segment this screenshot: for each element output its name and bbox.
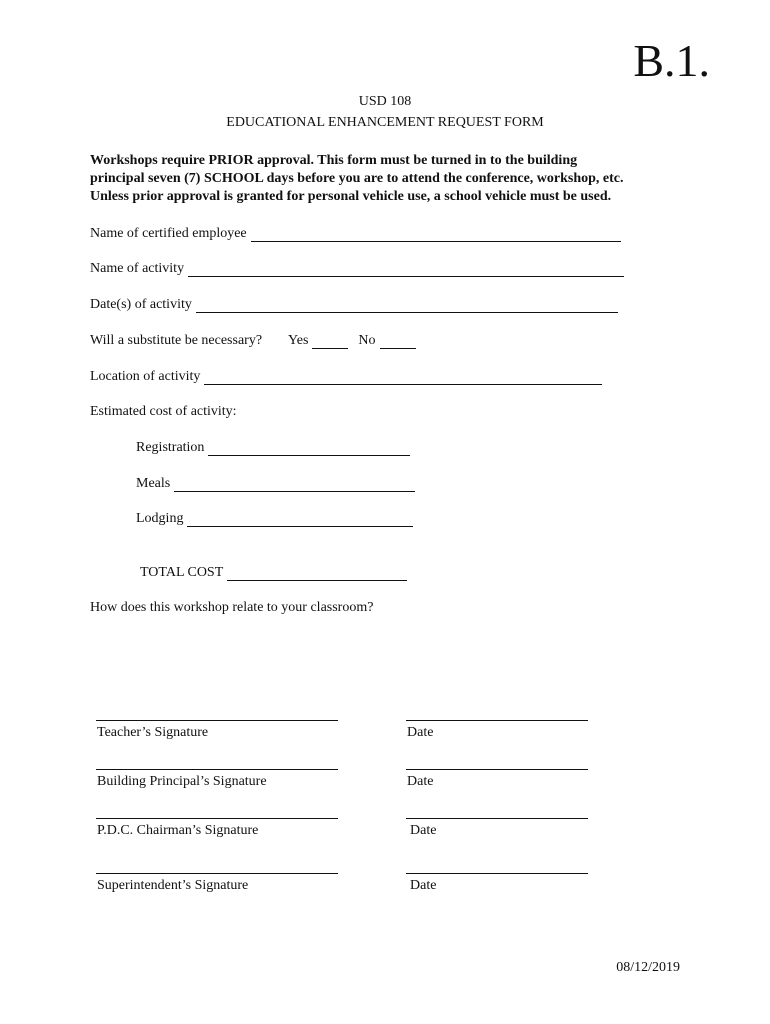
section-code: B.1. [633,35,710,86]
principal-signature-line[interactable] [96,769,338,770]
cost-heading: Estimated cost of activity: [90,404,237,419]
total-row [140,565,407,581]
lodging-field[interactable] [187,513,413,527]
meals-row [136,476,415,492]
yes-field[interactable] [312,335,348,349]
pdc-signature-label: P.D.C. Chairman’s Signature [97,823,259,838]
notice-line-3: Unless prior approval is granted for personal vehicle use, a school vehicle must be used. [90,189,612,204]
teacher-signature-label: Teacher’s Signature [97,725,209,740]
relate-answer-area[interactable] [90,622,690,702]
meals-field[interactable] [174,478,415,492]
revision-date: 08/12/2019 [616,960,680,975]
activity-label: Name of activity [90,261,185,276]
principal-signature-label: Building Principal’s Signature [97,774,267,789]
location-label: Location of activity [90,369,201,384]
yes-label: Yes [288,333,309,348]
superintendent-signature-label: Superintendent’s Signature [97,878,249,893]
relate-question: How does this workshop relate to your classroom? [90,600,374,615]
notice-line-2: principal seven (7) SCHOOL days before you are to attend the conference, workshop, etc. [90,171,624,186]
dates-row [90,297,618,313]
pdc-signature-line[interactable] [96,818,338,819]
registration-row [136,440,410,456]
no-label: No [358,333,376,348]
approval-notice [90,152,690,206]
lodging-label: Lodging [136,511,184,526]
principal-date-line[interactable] [406,769,588,770]
total-field[interactable] [227,567,407,581]
employee-field[interactable] [251,228,621,242]
registration-field[interactable] [208,442,410,456]
pdc-date-label: Date [410,823,437,838]
principal-date-label: Date [407,774,434,789]
location-row [90,369,602,385]
no-field[interactable] [380,335,416,349]
employee-row [90,226,621,242]
notice-line-1: Workshops require PRIOR approval. This form must be turned in to the building [90,153,578,168]
superintendent-date-line[interactable] [406,873,588,874]
teacher-date-label: Date [407,725,434,740]
employee-label: Name of certified employee [90,226,247,241]
activity-row [90,261,624,277]
superintendent-signature-line[interactable] [96,873,338,874]
dates-label: Date(s) of activity [90,297,192,312]
teacher-date-line[interactable] [406,720,588,721]
activity-field[interactable] [188,263,624,277]
pdc-date-line[interactable] [406,818,588,819]
total-label: TOTAL COST [140,565,224,580]
lodging-row [136,511,413,527]
district-name: USD 108 [358,94,412,109]
meals-label: Meals [136,476,171,491]
teacher-signature-line[interactable] [96,720,338,721]
substitute-label: Will a substitute be necessary? [90,333,263,348]
dates-field[interactable] [196,299,618,313]
substitute-row [90,333,416,349]
location-field[interactable] [204,371,602,385]
registration-label: Registration [136,440,205,455]
superintendent-date-label: Date [410,878,437,893]
form-title: EDUCATIONAL ENHANCEMENT REQUEST FORM [226,115,544,130]
